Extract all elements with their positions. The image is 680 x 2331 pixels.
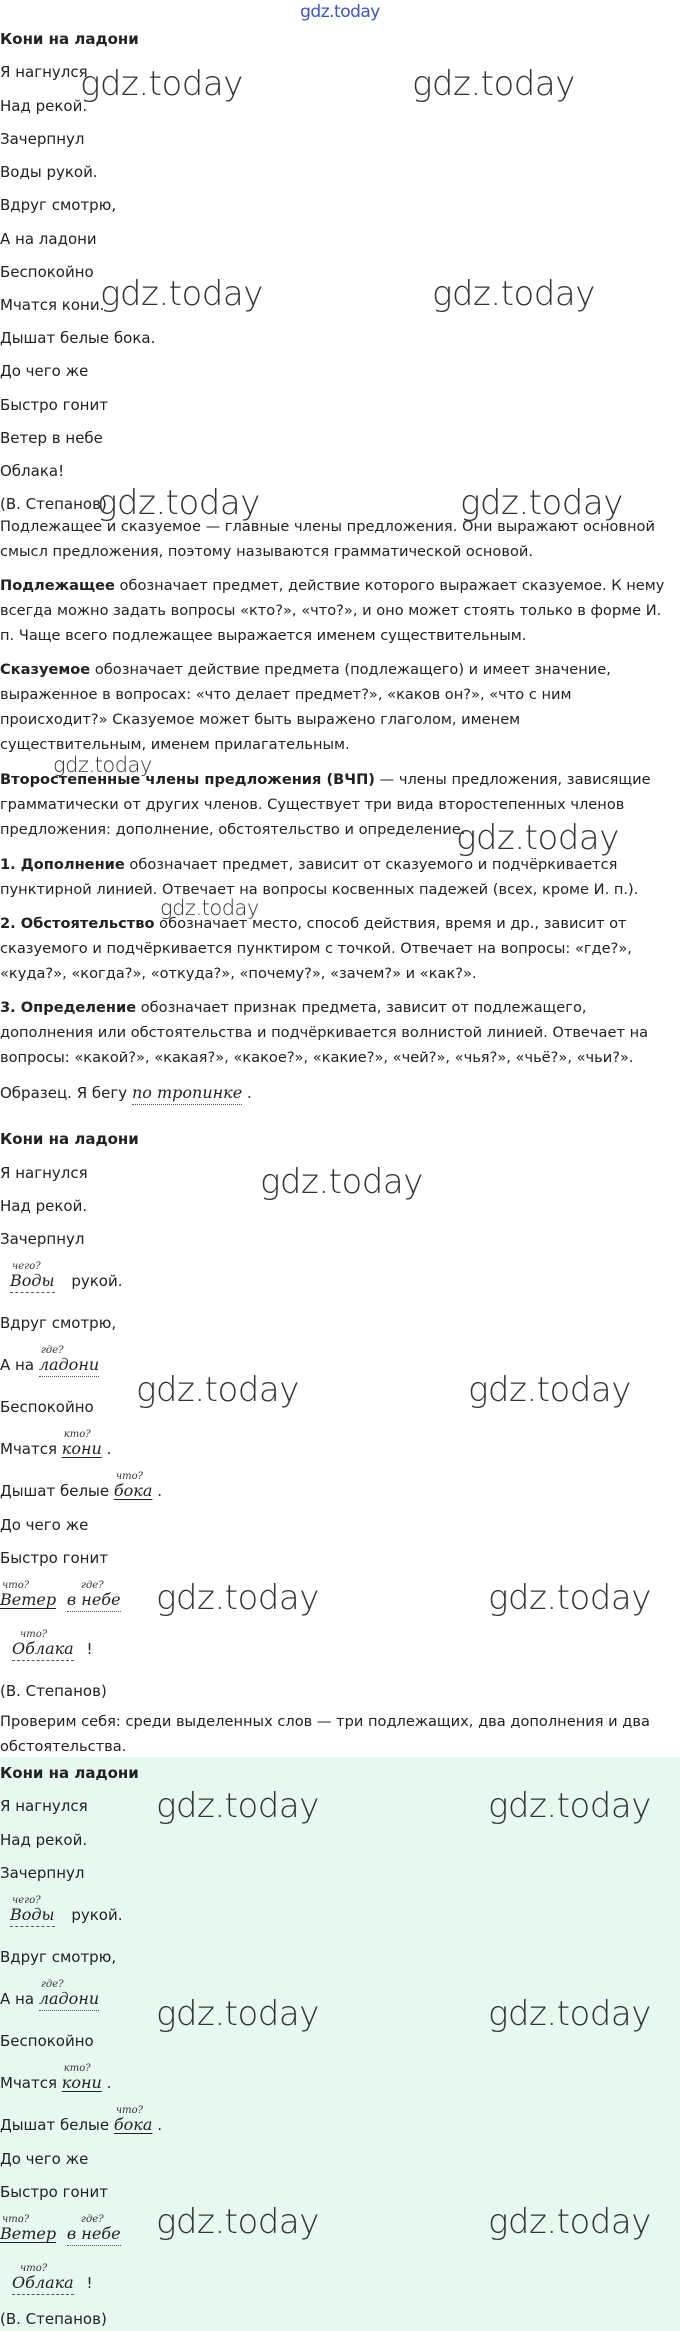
question-label: что? xyxy=(20,1629,48,1640)
poem-line: Мчатся кони. xyxy=(0,296,105,314)
poem-author: (В. Степанов) xyxy=(0,495,107,513)
question-label: где? xyxy=(40,1345,64,1356)
annotated-line: Зачерпнул xyxy=(0,1230,85,1248)
annotated-line-veter xyxy=(0,1580,121,1609)
poem-line: Дышат белые бока. xyxy=(0,329,156,347)
answer-line-koni: Мчатся кто? кони . xyxy=(0,2074,111,2092)
definition: обозначает предмет, действие которого выражает сказуемое. К нему всегда можно задать вопросы «кто?», «что?», и оно может стоять только в форме И. п. Чаще всего подлежащее выражается именем существительным. xyxy=(0,577,665,644)
poem-line: Зачерпнул xyxy=(0,130,85,148)
definition: обозначает признак предмета, зависит от подлежащего, дополнения или обстоятельства и подчёркивается волнистой линией. Отвечает на вопросы: «какой?», «какая?», «какое?», «какие?», «чей?», «чья?», «чьё?», «чьи?». xyxy=(0,999,649,1066)
poem-line: До чего же xyxy=(0,362,89,380)
watermark: gdz.today xyxy=(156,1578,319,1618)
subject-word: бока xyxy=(113,1481,153,1500)
line-prefix: Дышат белые xyxy=(0,1482,110,1500)
annotated-line-ladon xyxy=(0,1345,100,1374)
example-suffix: . xyxy=(246,1084,252,1102)
watermark: gdz.today xyxy=(468,1370,631,1410)
annotated-line-koni: Мчатся кто? кони . xyxy=(0,1440,111,1458)
adverbial-word: ладони xyxy=(39,1355,99,1377)
object-word: Облака xyxy=(12,1639,74,1661)
watermark: gdz.today xyxy=(156,2202,319,2242)
term: 2. Обстоятельство xyxy=(0,915,155,932)
poem-line: Вдруг смотрю, xyxy=(0,196,117,214)
watermark: gdz.today xyxy=(100,274,263,314)
question-label: где? xyxy=(80,2214,104,2225)
theory-object xyxy=(0,852,670,902)
annotated-line: Вдруг смотрю, xyxy=(0,1314,117,1332)
poem-line: Воды рукой. xyxy=(0,163,98,181)
example-word: по тропинке xyxy=(132,1083,242,1105)
object-word: Воды xyxy=(10,1905,55,1927)
question-label: где? xyxy=(80,1580,104,1591)
theory-intro: Подлежащее и сказуемое — главные члены предложения. Они выражают основной смысл предложения, поэтому называются грамматической основой. xyxy=(0,518,655,560)
site-logo[interactable]: gdz.today xyxy=(300,2,380,22)
watermark: gdz.today xyxy=(80,64,243,104)
question-label: что? xyxy=(2,1580,30,1591)
answer-author: (В. Степанов) xyxy=(0,2310,107,2328)
answer-line-boka: Дышат белые что? бока . xyxy=(0,2116,162,2134)
line-prefix: Мчатся xyxy=(0,1440,58,1458)
watermark: gdz.today xyxy=(432,274,595,314)
question-label: кто? xyxy=(63,2063,91,2074)
self-check: Проверим себя: среди выделенных слов — три подлежащих, два дополнения и два обстоятельства. xyxy=(0,1713,650,1755)
line-prefix: А на xyxy=(0,1356,35,1374)
theory-attribute xyxy=(0,995,670,1070)
definition: обозначает действие предмета (подлежащего) и имеет значение, выраженное в вопросах: «что делает предмет?», «каков он?», «что с ним происходит?» Сказуемое может быть выражено глаголом, именем существительным, именем прилагательным. xyxy=(0,661,611,753)
annotated-line: Я нагнулся xyxy=(0,1164,88,1182)
watermark: gdz.today xyxy=(156,1786,319,1826)
line-prefix: Дышат белые xyxy=(0,2116,110,2134)
answer-line: Я нагнулся xyxy=(0,1797,88,1815)
answer-line-oblaka xyxy=(0,2263,93,2292)
question-label: где? xyxy=(40,1979,64,1990)
annotated-line-voda xyxy=(0,1261,123,1290)
poem-line: Ветер в небе xyxy=(0,429,103,447)
annotated-line-boka: Дышат белые что? бока . xyxy=(0,1482,162,1500)
poem-line: Над рекой. xyxy=(0,97,88,115)
watermark: gdz.today xyxy=(488,2202,651,2242)
watermark: gdz.today xyxy=(488,1994,651,2034)
line-prefix: Мчатся xyxy=(0,2074,58,2092)
theory-predicate xyxy=(0,657,670,757)
line-rest: ! xyxy=(86,2274,93,2292)
question-label: чего? xyxy=(12,1261,41,1272)
line-rest: ! xyxy=(86,1640,93,1658)
watermark: gdz.today xyxy=(156,1994,319,2034)
question-label: чего? xyxy=(12,1895,41,1906)
subject-word: кони xyxy=(61,1439,102,1458)
annotated-line: До чего же xyxy=(0,1516,89,1534)
poem-line: Облака! xyxy=(0,462,65,480)
watermark: gdz.today xyxy=(97,483,260,523)
answer-line: Беспокойно xyxy=(0,2032,94,2050)
term: Сказуемое xyxy=(0,661,91,678)
example xyxy=(0,1084,252,1102)
adverbial-word: в небе xyxy=(67,2224,121,2246)
definition: обозначает место, способ действия, время и др., зависит от сказуемого и подчёркивается пунктиром с точкой. Отвечает на вопросы: «где?», «куда?», «когда?», «откуда?», «почему?», «зачем?» и «как?». xyxy=(0,915,632,982)
term: 1. Дополнение xyxy=(0,856,125,873)
question-label: что? xyxy=(2,2214,30,2225)
subject-word: бока xyxy=(113,2115,153,2134)
adverbial-word: ладони xyxy=(39,1989,99,2011)
watermark: gdz.today xyxy=(412,64,575,104)
answer-line-veter xyxy=(0,2214,121,2243)
annotated-line: Беспокойно xyxy=(0,1398,94,1416)
annotated-line-oblaka xyxy=(0,1629,93,1658)
theory-adverbial xyxy=(0,911,670,986)
watermark: gdz.today xyxy=(456,818,619,858)
answer-line: Над рекой. xyxy=(0,1831,88,1849)
annotated-title: Кони на ладони xyxy=(0,1130,139,1148)
poem-line: Быстро гонит xyxy=(0,396,108,414)
watermark: gdz.today xyxy=(260,1162,423,1202)
definition: — члены предложения, зависящие грамматически от других членов. Существует три вида второстепенных членов предложения: дополнение, обстоятельство и определение. xyxy=(0,771,651,838)
watermark: gdz.today xyxy=(160,896,259,920)
poem-line: Беспокойно xyxy=(0,263,94,281)
line-prefix: А на xyxy=(0,1990,35,2008)
watermark: gdz.today xyxy=(53,753,152,777)
question-label: кто? xyxy=(63,1429,91,1440)
subject-word: кони xyxy=(61,2073,102,2092)
example-prefix: Образец. Я бегу xyxy=(0,1084,128,1102)
subject-word: Ветер xyxy=(0,2224,57,2243)
poem-line: Я нагнулся xyxy=(0,63,88,81)
object-word: Воды xyxy=(10,1271,55,1293)
theory-subject xyxy=(0,573,670,648)
term: Второстепенные члены предложения (ВЧП) xyxy=(0,771,375,788)
annotated-line: Над рекой. xyxy=(0,1197,88,1215)
watermark: gdz.today xyxy=(488,1578,651,1618)
adverbial-word: в небе xyxy=(67,1590,121,1612)
answer-line: Зачерпнул xyxy=(0,1864,85,1882)
answer-line: До чего же xyxy=(0,2150,89,2168)
term: 3. Определение xyxy=(0,999,137,1016)
line-rest: рукой. xyxy=(71,1906,123,1924)
poem-line: А на ладони xyxy=(0,230,97,248)
watermark: gdz.today xyxy=(136,1370,299,1410)
poem-title: Кони на ладони xyxy=(0,30,139,48)
definition: обозначает предмет, зависит от сказуемого и подчёркивается пунктирной линией. Отвечает на вопросы косвенных падежей (всех, кроме И. п.). xyxy=(0,856,639,898)
answer-line: Быстро гонит xyxy=(0,2183,108,2201)
annotated-author: (В. Степанов) xyxy=(0,1682,107,1700)
answer-line-ladon xyxy=(0,1979,100,2008)
watermark: gdz.today xyxy=(488,1786,651,1826)
question-label: что? xyxy=(115,2105,143,2116)
subject-word: Ветер xyxy=(0,1590,57,1609)
answer-title: Кони на ладони xyxy=(0,1764,139,1782)
watermark: gdz.today xyxy=(460,483,623,523)
term: Подлежащее xyxy=(0,577,115,594)
question-label: что? xyxy=(115,1471,143,1482)
answer-line: Вдруг смотрю, xyxy=(0,1948,117,1966)
line-rest: рукой. xyxy=(71,1272,123,1290)
annotated-line: Быстро гонит xyxy=(0,1549,108,1567)
object-word: Облака xyxy=(12,2273,74,2295)
answer-line-voda xyxy=(0,1895,123,1924)
question-label: что? xyxy=(20,2263,48,2274)
